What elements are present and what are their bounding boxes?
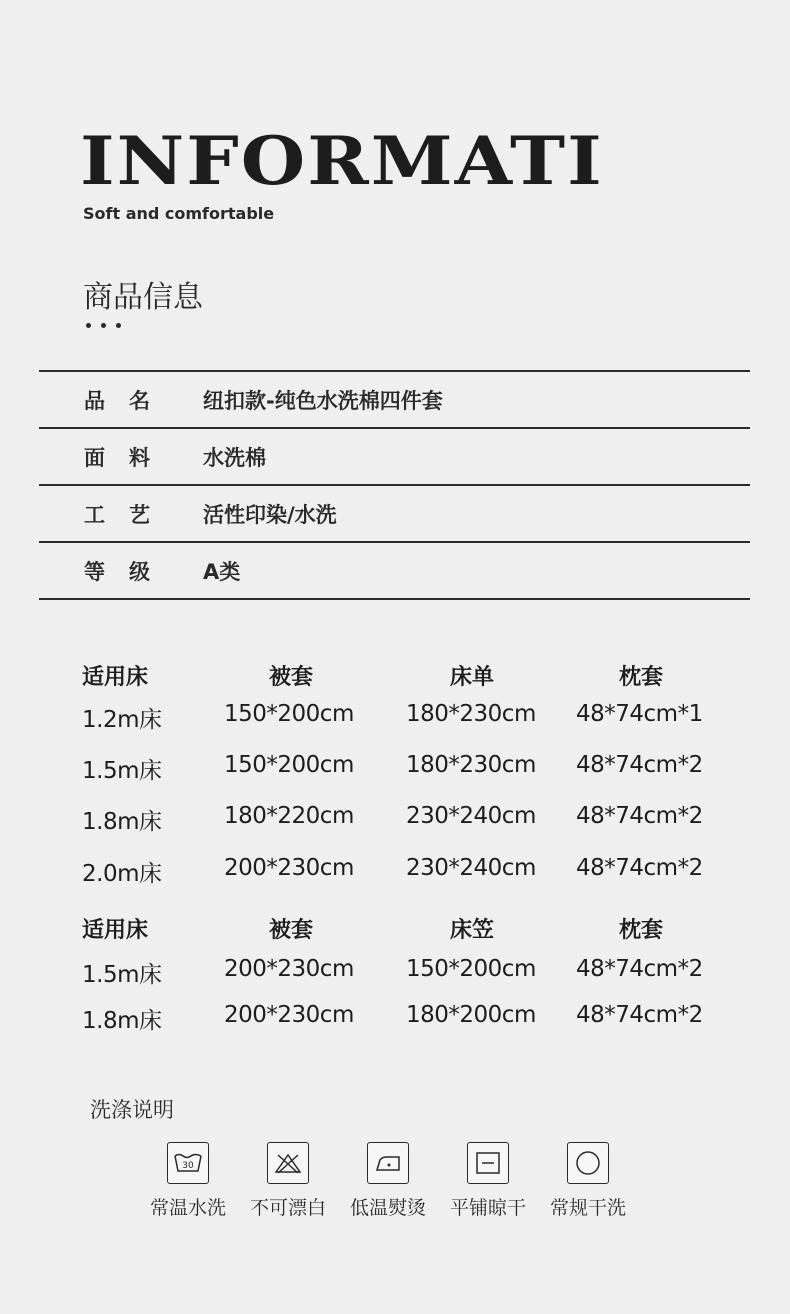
dry-flat-icon [467, 1142, 509, 1184]
size-cell: 150*200cm [224, 701, 354, 727]
size-cell: 180*230cm [406, 752, 536, 778]
size-cell: 48*74cm*2 [576, 1002, 703, 1028]
header-cell: 枕套 [619, 918, 664, 943]
size-row [82, 956, 722, 986]
low-iron-icon [367, 1142, 409, 1184]
info-key: 面料 [84, 445, 174, 470]
care-label: 常温水洗 [149, 1197, 226, 1219]
size-cell: 2.0m床 [82, 861, 162, 887]
size-cell: 48*74cm*2 [576, 803, 703, 829]
care-label: 低温熨烫 [349, 1197, 426, 1219]
no-bleach-icon [267, 1142, 309, 1184]
info-value: A类 [203, 559, 241, 584]
care-item-bleach [238, 1142, 338, 1220]
size-row [82, 752, 722, 782]
care-label: 常规干洗 [549, 1197, 626, 1219]
header-cell: 适用床 [82, 918, 149, 943]
size-cell: 48*74cm*2 [576, 956, 703, 982]
size-row [82, 1002, 722, 1032]
wash-30-icon [167, 1142, 209, 1184]
header-cell: 适用床 [82, 665, 149, 690]
info-row-grade [39, 543, 750, 600]
size-cell: 1.8m床 [82, 1008, 162, 1034]
size-cell: 1.5m床 [82, 758, 162, 784]
header-cell: 被套 [269, 665, 314, 690]
size-cell: 1.5m床 [82, 962, 162, 988]
size-cell: 200*230cm [224, 956, 354, 982]
size-cell: 180*230cm [406, 701, 536, 727]
size-table-header [82, 660, 722, 690]
care-item-wash [138, 1142, 238, 1220]
size-cell: 1.2m床 [82, 707, 162, 733]
size-cell: 180*200cm [406, 1002, 536, 1028]
size-cell: 48*74cm*2 [576, 855, 703, 881]
size-cell: 1.8m床 [82, 809, 162, 835]
size-cell: 180*220cm [224, 803, 354, 829]
size-table-header [82, 913, 722, 943]
wash-temp-label: 30 [182, 1161, 194, 1171]
info-row-name [39, 372, 750, 429]
care-label: 平铺晾干 [449, 1197, 526, 1219]
dry-clean-icon [567, 1142, 609, 1184]
care-item-iron [338, 1142, 438, 1220]
section-title: 商品信息 [83, 280, 203, 315]
header-cell: 床笠 [450, 918, 495, 943]
info-value: 活性印染/水洗 [203, 502, 337, 527]
size-cell: 48*74cm*2 [576, 752, 703, 778]
info-key: 工艺 [84, 502, 174, 527]
info-key: 等级 [84, 559, 174, 584]
size-row [82, 855, 722, 885]
info-key: 品名 [84, 388, 174, 413]
hero-subtitle: Soft and comfortable [83, 204, 275, 223]
size-cell: 200*230cm [224, 855, 354, 881]
size-cell: 150*200cm [224, 752, 354, 778]
info-row-craft [39, 486, 750, 543]
section-dots [86, 323, 121, 328]
size-cell: 200*230cm [224, 1002, 354, 1028]
size-cell: 230*240cm [406, 855, 536, 881]
care-item-dry [438, 1142, 538, 1220]
info-value: 水洗棉 [203, 445, 266, 470]
size-cell: 230*240cm [406, 803, 536, 829]
product-info-table [39, 370, 750, 600]
header-cell: 枕套 [619, 665, 664, 690]
care-item-dryclean [538, 1142, 638, 1220]
header-cell: 床单 [450, 665, 495, 690]
hero-title: INFORMATI [80, 122, 604, 201]
size-cell: 150*200cm [406, 956, 536, 982]
size-row [82, 701, 722, 731]
info-value: 纽扣款-纯色水洗棉四件套 [203, 388, 443, 413]
size-cell: 48*74cm*1 [576, 701, 703, 727]
washing-title: 洗涤说明 [90, 1098, 174, 1122]
info-row-fabric [39, 429, 750, 486]
size-row [82, 803, 722, 833]
care-label: 不可漂白 [249, 1197, 326, 1219]
header-cell: 被套 [269, 918, 314, 943]
